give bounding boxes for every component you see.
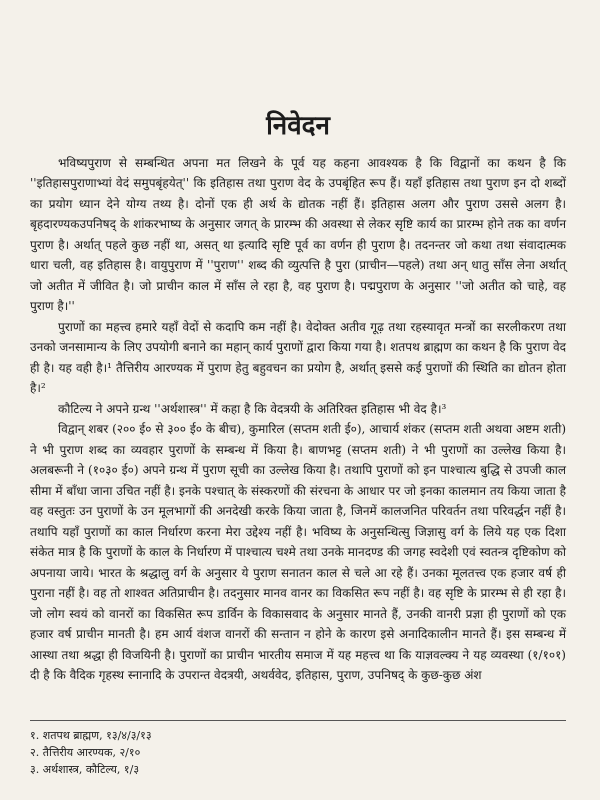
- page-title: निवेदन: [266, 111, 330, 141]
- paragraph: कौटिल्य ने अपने ग्रन्थ ''अर्थशास्त्र'' में कहा है कि वेदत्रयी के अतिरिक्त इतिहास भी वेद है।³: [58, 401, 447, 416]
- footnotes: [30, 720, 566, 778]
- footnote: १. शतपथ ब्राह्मण, १३/४/३/१३: [30, 729, 152, 742]
- footnote: २. तैत्तिरीय आरण्यक, २/१०: [30, 746, 141, 759]
- paragraph: भविष्यपुराण से सम्बन्धित अपना मत लिखने के पूर्व यह कहना आवश्यक है कि विद्वानों का कथन है कि ''इतिहासपुराणाभ्यां वेदं समुपबृंहयेत्'' कि इतिहास तथा पुराण वेद के उपबृंहित रूप हैं। यहाँ इतिहास तथा पुराण इन दो शब्दों का प्रयोग ध्यान देने योग्य तथ्य है। दोनों एक ही अर्थ के द्योतक नहीं हैं। इतिहास अलग और पुराण उससे अलग है। बृहदारण्यकउपनिषद् के शांकरभाष्य के अनुसार जगत् के प्रारम्भ की अवस्था से लेकर सृष्टि कार्य का प्रारम्भ होने तक का वर्णन पुराण है। अर्थात् पहले कुछ नहीं था, असत् था इत्यादि सृष्टि पूर्व का वर्णन ही पुराण है। तदनन्तर जो कथा तथा संवादात्मक धारा चली, वह इतिहास है। वायुपुराण में ''पुराण'' शब्द की व्युत्पत्ति है पुरा (प्राचीन—पहले) तथा अन् धातु साँस लेना अर्थात् जो अतीत में जीवित है। जो प्राचीन काल में साँस ले रहा है, वह पुराण है। पद्मपुराण के अनुसार ''जो अतीत को चाहे, वह पुराण है।'': [30, 155, 566, 314]
- paragraph: पुराणों का महत्त्व हमारे यहाँ वेदों से कदापि कम नहीं है। वेदोक्त अतीव गूढ़ तथा रहस्यावृत मन्त्रों का सरलीकरण तथा उनको जनसामान्य के लिए उपयोगी बनाने का महान् कार्य पुराणों द्वारा किया गया है। शतपथ ब्राह्मण का कथन है कि पुराण वेद ही है। यह वही है।¹ तैत्तिरीय आरण्यक में पुराण हेतु बहुवचन का प्रयोग है, अर्थात् इससे कई पुराणों की स्थिति का द्योतन होता है।²: [30, 319, 566, 396]
- footnote: ३. अर्थशास्त्र, कौटिल्य, १/३: [30, 763, 140, 776]
- paragraph: विद्वान् शबर (२०० ई० से ३०० ई० के बीच), कुमारिल (सप्तम शती ई०), आचार्य शंकर (सप्तम शती अथवा अष्टम शती) ने भी पुराण शब्द का व्यवहार पुराणों के सम्बन्ध में किया है। बाणभट्ट (सप्तम शती) ने भी पुराणों का उल्लेख किया है। अलबरूनी ने (१०३० ई०) अपने ग्रन्थ में पुराण सूची का उल्लेख किया है। तथापि पुराणों को इन पाश्चात्य बुद्धि से उपजी काल सीमा में बाँधा जाना उचित नहीं है। इनके पश्चात् के संस्करणों की संरचना के आधार पर जो इनका कालमान तय किया जाता है वह वस्तुतः उन पुराणों के उन मूलभागों की अनदेखी करके किया जाता है, जिनमें कालजनित परिवर्तन तथा परिवर्द्धन नहीं है। तथापि यहाँ पुराणों का काल निर्धारण करना मेरा उद्देश्य नहीं है। भविष्य के अनुसन्धित्सु जिज्ञासु वर्ग के लिये यह एक दिशा संकेत मात्र है कि पुराणों के काल के निर्धारण में पाश्चात्य चश्मे तथा उनके मानदण्ड की जगह स्वदेशी एवं स्वतन्त्र दृष्टिकोण को अपनाया जाये। भारत के श्रद्धालु वर्ग के अनुसार ये पुराण सनातन काल से चले आ रहे हैं। उनका मूलतत्त्व एक हजार वर्ष ही पुराना नहीं है। वह तो शाश्वत अतिप्राचीन है। तदनुसार मानव वानर का विकसित रूप नहीं है। वह सृष्टि के प्रारम्भ से ही रहा है। जो लोग स्वयं को वानरों का विकसित रूप डार्विन के विकासवाद के अनुसार मानते हैं, उनकी वानरी प्रज्ञा ही पुराणों को एक हजार वर्ष प्राचीन मानती है। हम आर्य वंशज वानरों की सन्तान न होने के कारण इसे अनादिकालीन मानते हैं। इस सम्बन्ध में आस्था तथा श्रद्धा ही विजयिनी है। पुराणों का प्राचीन भारतीय समाज में यह महत्त्व था कि याज्ञवल्क्य ने यह व्यवस्था (१/१०१) दी है कि वैदिक गृहस्थ स्नानादि के उपरान्त वेदत्रयी, अथर्ववेद, इतिहास, पुराण, उपनिषद् के कुछ-कुछ अंश: [30, 422, 566, 683]
- body-text: [30, 153, 566, 686]
